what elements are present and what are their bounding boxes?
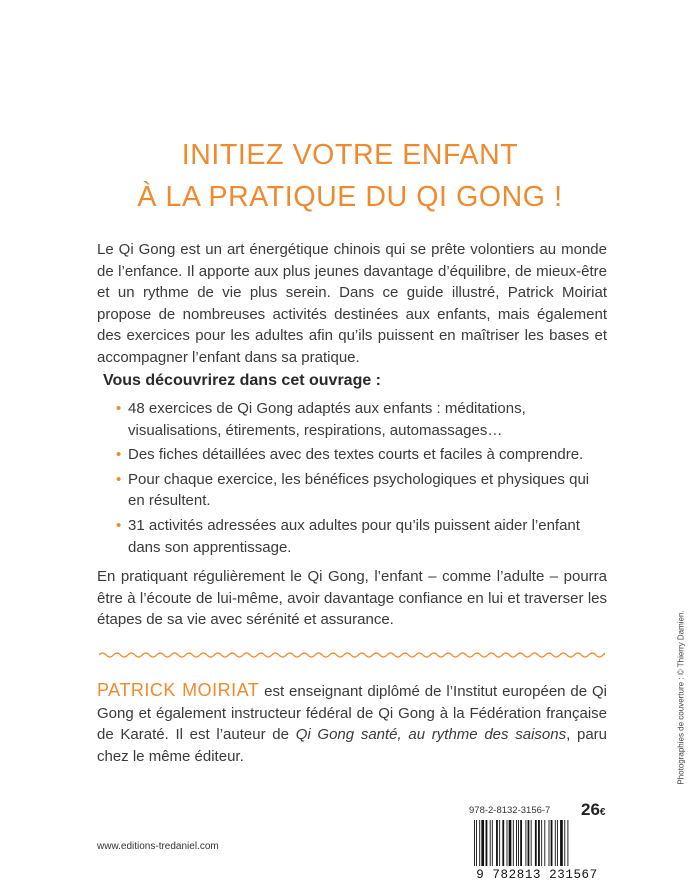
bullet-icon: • (116, 400, 122, 417)
list-item (116, 469, 596, 512)
barcode-bar (531, 820, 532, 866)
features-list (116, 398, 596, 561)
barcode-bar (544, 820, 545, 866)
barcode-bar (499, 820, 500, 866)
barcode-bar (535, 820, 537, 866)
features-title: Vous découvrirez dans cet ouvrage : (103, 372, 382, 389)
isbn-label: 978-2-8132-3156-7 (469, 805, 551, 816)
barcode-bar (525, 820, 526, 866)
barcode-bar (474, 820, 475, 866)
headline-line-2: À LA PRATIQUE DU QI GONG ! (137, 181, 563, 213)
author-bio-text-2: , paru chez le même éditeur. (97, 726, 607, 765)
wave-divider (99, 648, 605, 662)
bullet-icon: • (116, 470, 122, 488)
barcode-bar (516, 820, 517, 866)
author-book-title: Qi Gong santé, au rythme des saisons (295, 726, 567, 744)
list-item-text: Pour chaque exercice, les bénéfices psychologiques et physiques qui en résultent. (128, 470, 590, 510)
barcode-bar (476, 820, 477, 866)
author-bio (97, 680, 607, 767)
barcode-bar (555, 820, 556, 866)
list-item-text: 48 exercices de Qi Gong adaptés aux enfants : méditations, visualisations, étirements, respirations, automassages… (128, 400, 526, 439)
list-item (116, 444, 596, 466)
barcode-bar (551, 820, 553, 866)
barcode-bar (509, 820, 512, 866)
list-item-text: Des fiches détaillées avec des textes courts et faciles à comprendre. (128, 446, 584, 464)
list-item (116, 515, 596, 558)
price-label (581, 800, 605, 820)
headline (0, 134, 700, 218)
barcode-number: 9 782813 231567 (476, 868, 598, 880)
headline-line-1: INITIEZ VOTRE ENFANT (181, 139, 519, 171)
barcode-bar (541, 820, 542, 866)
barcode-bar (502, 820, 504, 866)
barcode-bar (518, 820, 519, 866)
barcode-bar (564, 820, 565, 866)
barcode-bar (507, 820, 508, 866)
list-item (116, 398, 596, 441)
currency-symbol: € (599, 807, 606, 818)
photo-credit: Photographies de couverture : © Thierry Damien. (676, 610, 686, 785)
barcode-bar (538, 820, 540, 866)
author-bio-text-1: est enseignant diplômé de l’Institut européen de Qi Gong et également instructeur fédéral de Qi Gong à la Fédération française de Karaté. Il est l’auteur de (97, 683, 607, 744)
barcode-bar (479, 820, 480, 866)
barcode-bar (486, 820, 488, 866)
intro-paragraph: Le Qi Gong est un art énergétique chinois qui se prête volontiers au monde de l’enfance. Il apporte aux plus jeunes davantage d’équilibre, de mieux-être et un rythme de vie plus serein. Dans ce guide illustré, Patrick Moiriat propose de nombreuses activités destinées aux enfants, mais également des exercices pour les adultes afin qu’ils puissent en maîtriser les bases et accompagner l’enfant dans sa pratique. (97, 241, 607, 366)
barcode-bar (560, 820, 563, 866)
barcode-bar (549, 820, 550, 866)
publisher-website: www.editions-tredaniel.com (97, 841, 219, 852)
barcode (466, 818, 608, 880)
barcode-bar (492, 820, 493, 866)
barcode-bar (481, 820, 484, 866)
barcode-bar (520, 820, 522, 866)
bullet-icon: • (116, 446, 122, 464)
price-value: 26 (581, 800, 600, 819)
author-name: PATRICK MOIRIAT (97, 680, 260, 700)
bullet-icon: • (116, 516, 122, 534)
barcode-bar (557, 820, 558, 866)
barcode-bar (528, 820, 530, 866)
list-item-text: 31 activités adressées aux adultes pour qu’ils puissent aider l’enfant dans son apprentissage. (128, 516, 580, 556)
barcode-bar (513, 820, 514, 866)
barcode-bar (490, 820, 491, 866)
outro-paragraph: En pratiquant régulièrement le Qi Gong, l’enfant – comme l’adulte – pourra être à l’écoute de lui-même, avoir davantage confiance en lui et traverser les étapes de sa vie avec sérénité et assurance. (97, 568, 607, 629)
barcode-bar (567, 820, 568, 866)
barcode-bar (496, 820, 498, 866)
